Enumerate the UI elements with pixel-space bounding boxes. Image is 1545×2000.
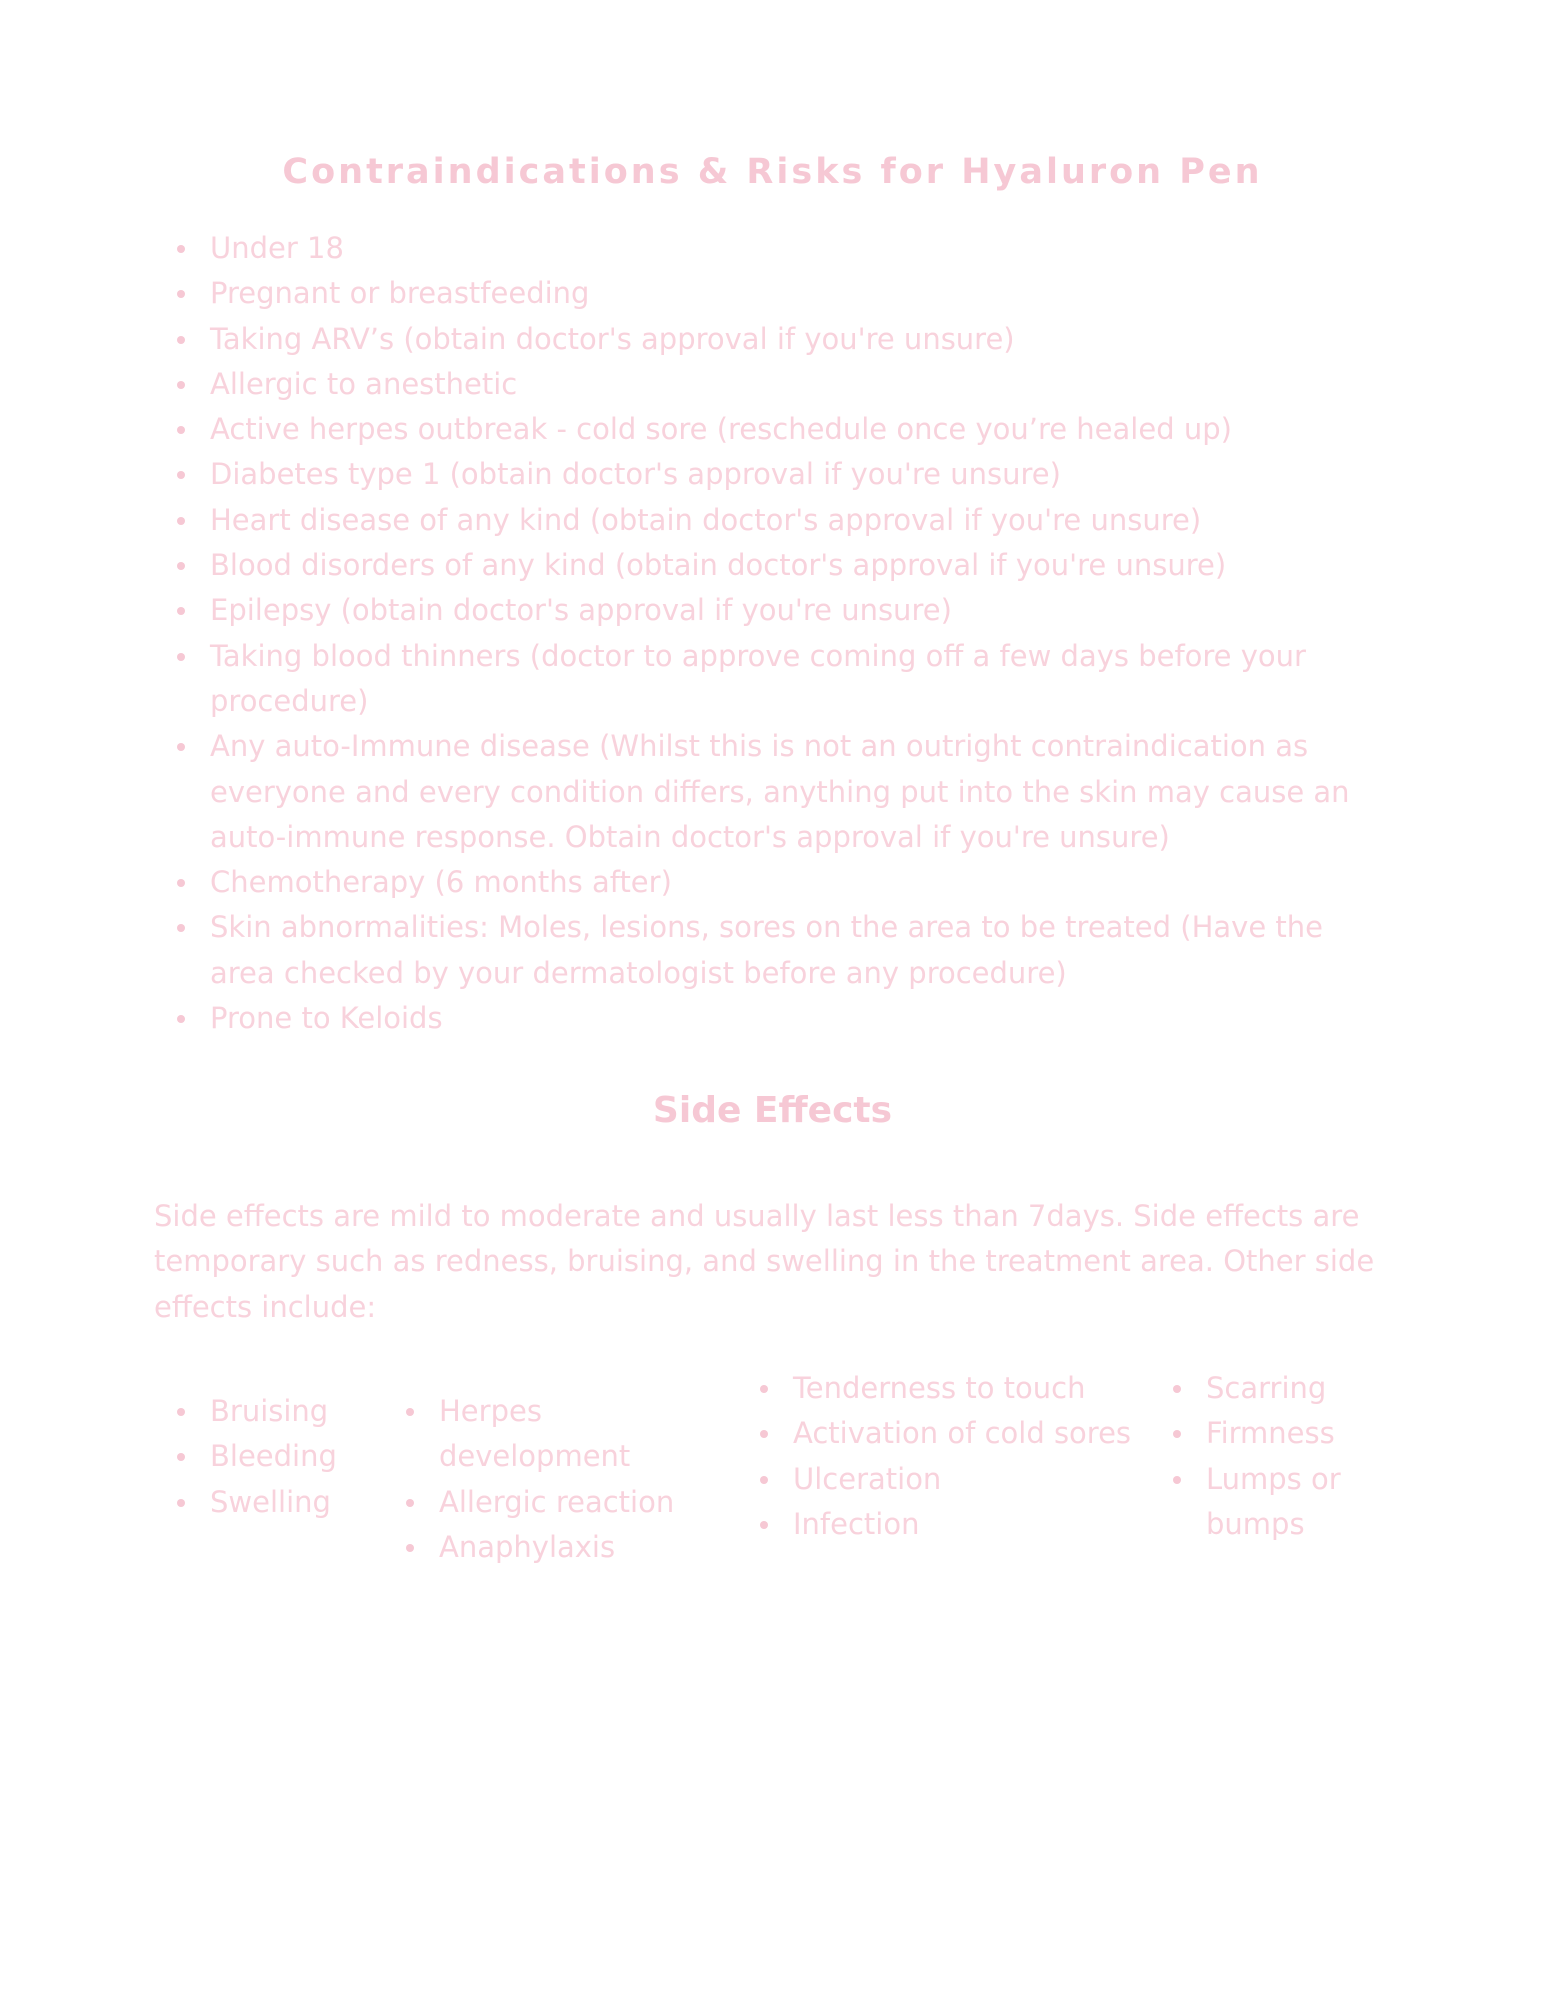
side-effects-column-3 bbox=[756, 1366, 1156, 1547]
list-item: Herpes development bbox=[402, 1389, 742, 1480]
list-item: Epilepsy (obtain doctor's approval if you're unsure) bbox=[173, 588, 1388, 633]
side-effects-heading: Side Effects bbox=[652, 1090, 893, 1131]
list-item: Allergic to anesthetic bbox=[173, 362, 1388, 407]
list-item: Infection bbox=[756, 1502, 1156, 1547]
list-item: Swelling bbox=[173, 1480, 393, 1525]
side-effects-column-2 bbox=[402, 1389, 742, 1570]
list-item: Bruising bbox=[173, 1389, 393, 1434]
list-item: Anaphylaxis bbox=[402, 1525, 742, 1570]
page-title: Contraindications & Risks for Hyaluron Pen bbox=[282, 152, 1263, 192]
list-item: Skin abnormalities: Moles, lesions, sores on the area to be treated (Have the area checked by your dermatologist before any procedure) bbox=[173, 905, 1388, 996]
list-item: Tenderness to touch bbox=[756, 1366, 1156, 1411]
list-item: Taking ARV’s (obtain doctor's approval if you're unsure) bbox=[173, 317, 1388, 362]
list-item: Scarring bbox=[1169, 1366, 1369, 1411]
list-item: Taking blood thinners (doctor to approve coming off a few days before your procedure) bbox=[173, 634, 1388, 725]
list-item: Any auto-Immune disease (Whilst this is not an outright contraindication as everyone and every condition differs, anything put into the skin may cause an auto-immune response. Obtain doctor's approval if you're unsure) bbox=[173, 724, 1388, 860]
list-item: Lumps or bumps bbox=[1169, 1457, 1369, 1548]
list-item: Active herpes outbreak - cold sore (reschedule once you’re healed up) bbox=[173, 407, 1388, 452]
list-item: Chemotherapy (6 months after) bbox=[173, 860, 1388, 905]
list-item: Diabetes type 1 (obtain doctor's approval if you're unsure) bbox=[173, 452, 1388, 497]
contraindications-list bbox=[173, 226, 1388, 1041]
list-item: Firmness bbox=[1169, 1411, 1369, 1456]
side-effects-column-1 bbox=[173, 1389, 393, 1525]
list-item: Pregnant or breastfeeding bbox=[173, 271, 1388, 316]
list-item: Prone to Keloids bbox=[173, 996, 1388, 1041]
list-item: Activation of cold sores bbox=[756, 1411, 1156, 1456]
side-effects-intro: Side effects are mild to moderate and usually last less than 7days. Side effects are temporary such as redness, bruising, and swelling in the treatment area. Other side effects include: bbox=[154, 1199, 1375, 1324]
list-item: Blood disorders of any kind (obtain doctor's approval if you're unsure) bbox=[173, 543, 1388, 588]
side-effects-column-4 bbox=[1169, 1366, 1369, 1547]
list-item: Heart disease of any kind (obtain doctor's approval if you're unsure) bbox=[173, 498, 1388, 543]
list-item: Bleeding bbox=[173, 1434, 393, 1479]
list-item: Allergic reaction bbox=[402, 1480, 742, 1525]
list-item: Ulceration bbox=[756, 1457, 1156, 1502]
list-item: Under 18 bbox=[173, 226, 1388, 271]
